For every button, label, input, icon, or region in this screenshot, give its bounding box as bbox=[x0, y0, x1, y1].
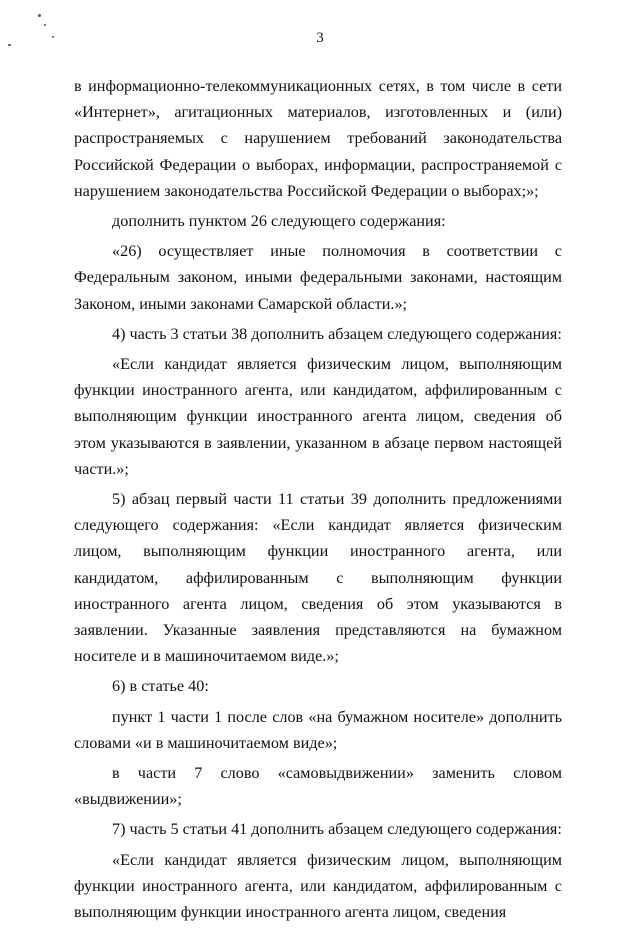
paragraph: в части 7 слово «самовыдвижении» заменить словом «выдвижении»; bbox=[74, 764, 562, 809]
paragraph: 5) абзац первый части 11 статьи 39 дополнить предложениями следующего содержания: «Если кандидат является физическим лицом, выполняющим функции иностранного агента, или кандидатом, аффилированным с выполняющим функции иностранного агента лицом, сведения об этом указываются в заявлении. Указанные заявления представляются на бумажном носителе и в машиночитаемом виде.»; bbox=[74, 490, 562, 666]
document-body bbox=[74, 73, 562, 929]
paragraph: дополнить пунктом 26 следующего содержания: bbox=[112, 212, 446, 231]
paragraph: в информационно-телекоммуникационных сетях, в том числе в сети «Интернет», агитационных материалов, изготовленных и (или) распространяемых с нарушением требований законодательства Российской Федерации о выборах, информации, распространяемой с нарушением законодательства Российской Федерации о выборах;»; bbox=[74, 77, 562, 200]
paragraph: «Если кандидат является физическим лицом, выполняющим функции иностранного агента, или кандидатом, аффилированным с выполняющим функции иностранного агента лицом, сведения об этом указываются в заявлении, указанном в абзаце первом настоящей части.»; bbox=[74, 355, 562, 478]
paragraph: «26) осуществляет иные полномочия в соответствии с Федеральным законом, иными федеральными законами, настоящим Законом, иными законами Самарской области.»; bbox=[74, 242, 562, 313]
scan-speck bbox=[44, 24, 46, 26]
paragraph: «Если кандидат является физическим лицом, выполняющим функции иностранного агента, или кандидатом, аффилированным с выполняющим функции иностранного агента лицом, сведения bbox=[74, 850, 562, 922]
paragraph: 7) часть 5 статьи 41 дополнить абзацем следующего содержания: bbox=[112, 820, 562, 839]
page-number: 3 bbox=[316, 30, 324, 46]
paragraph: 6) в статье 40: bbox=[112, 677, 209, 696]
paragraph: 4) часть 3 статьи 38 дополнить абзацем следующего содержания: bbox=[112, 324, 562, 343]
paragraph: пункт 1 части 1 после слов «на бумажном носителе» дополнить словами «и в машиночитаемом виде»; bbox=[74, 707, 562, 752]
scan-speck bbox=[38, 14, 41, 17]
